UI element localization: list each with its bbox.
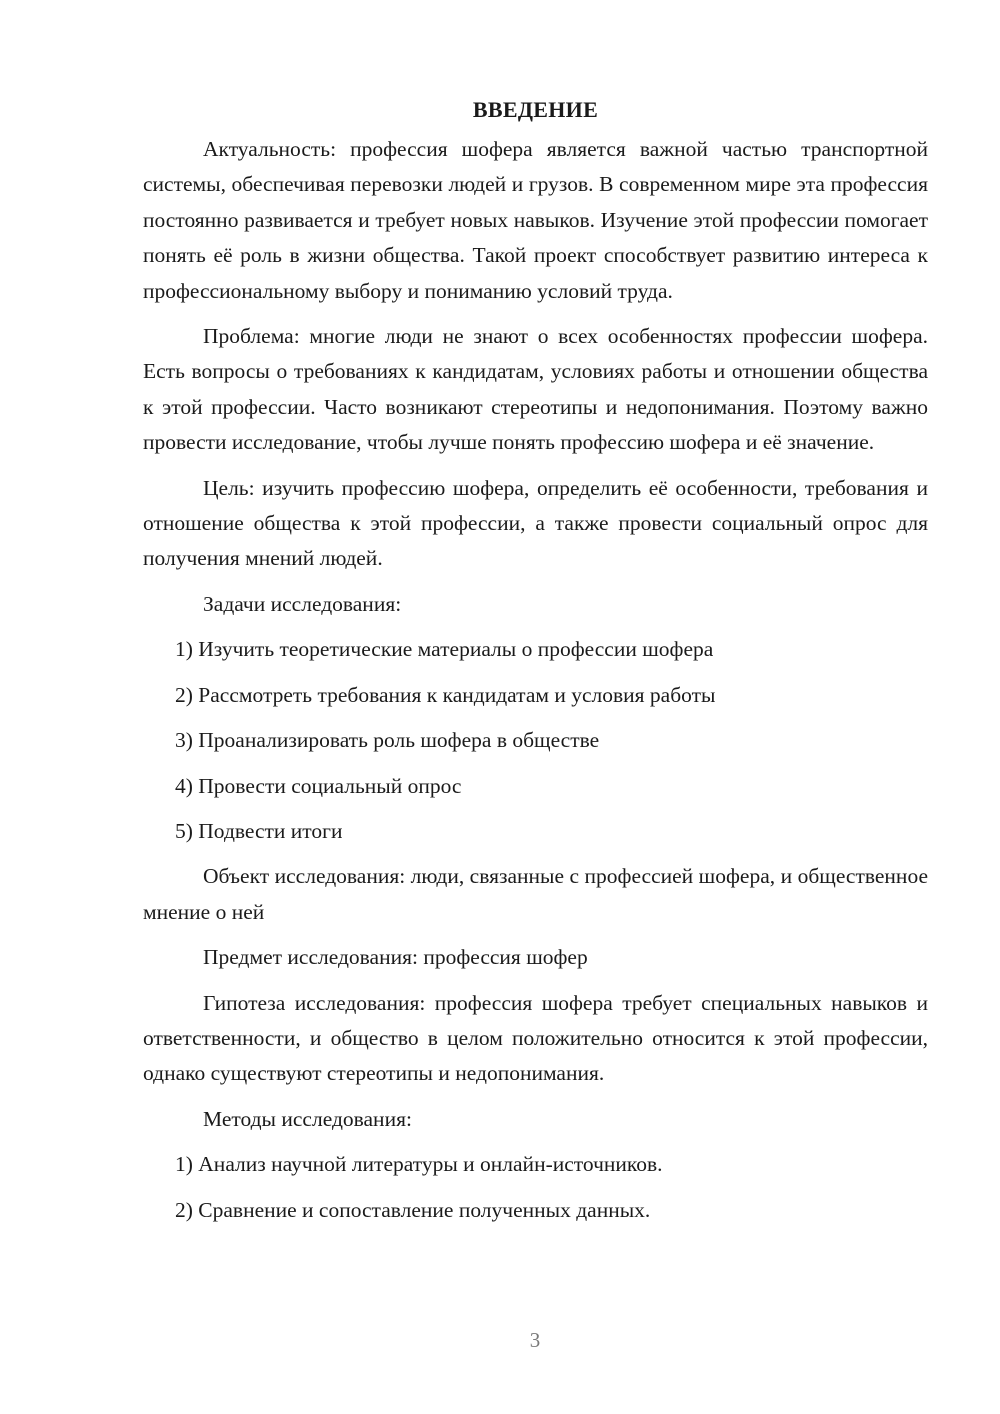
- task-item: 4) Провести социальный опрос: [175, 773, 462, 798]
- task-item: 1) Изучить теоретические материалы о профессии шофера: [175, 637, 714, 662]
- paragraph-problem: Проблема: многие люди не знают о всех особенностях профессии шофера. Есть вопросы о требованиях к кандидатам, условиях работы и отношении общества к этой профессии. Часто возникают стереотипы и недопонимания. Поэтому важно провести исследование, чтобы лучше понять профессию шофера и её значение.: [143, 324, 928, 455]
- document-page: [143, 92, 928, 1238]
- tasks-list: [143, 632, 928, 849]
- methods-heading: Методы исследования:: [203, 1106, 412, 1131]
- paragraph-hypothesis: Гипотеза исследования: профессия шофера требует специальных навыков и ответственности, и общество в целом положительно относится к этой профессии, однако существуют стереотипы и недопонимания.: [143, 990, 928, 1086]
- method-item: 1) Анализ научной литературы и онлайн-источников.: [175, 1152, 663, 1177]
- tasks-heading: Задачи исследования:: [203, 591, 402, 616]
- paragraph-object: Объект исследования: люди, связанные с профессией шофера, и общественное мнение о ней: [143, 864, 928, 924]
- task-item: 2) Рассмотреть требования к кандидатам и условия работы: [175, 682, 716, 707]
- paragraph-relevance: Актуальность: профессия шофера является важной частью транспортной системы, обеспечивая перевозки людей и грузов. В современном мире эта профессия постоянно развивается и требует новых навыков. Изучение этой профессии помогает понять её роль в жизни общества. Такой проект способствует развитию интереса к профессиональному выбору и пониманию условий труда.: [143, 137, 928, 303]
- paragraph-subject: Предмет исследования: профессия шофер: [203, 945, 588, 970]
- methods-list: [143, 1147, 928, 1228]
- paragraph-goal: Цель: изучить профессию шофера, определить её особенности, требования и отношение общества к этой профессии, а также провести социальный опрос для получения мнений людей.: [143, 475, 928, 571]
- task-item: 5) Подвести итоги: [175, 818, 343, 843]
- method-item: 2) Сравнение и сопоставление полученных данных.: [175, 1197, 651, 1222]
- section-title: ВВЕДЕНИЕ: [472, 97, 599, 122]
- task-item: 3) Проанализировать роль шофера в обществе: [175, 728, 600, 753]
- page-number: 3: [529, 1328, 541, 1352]
